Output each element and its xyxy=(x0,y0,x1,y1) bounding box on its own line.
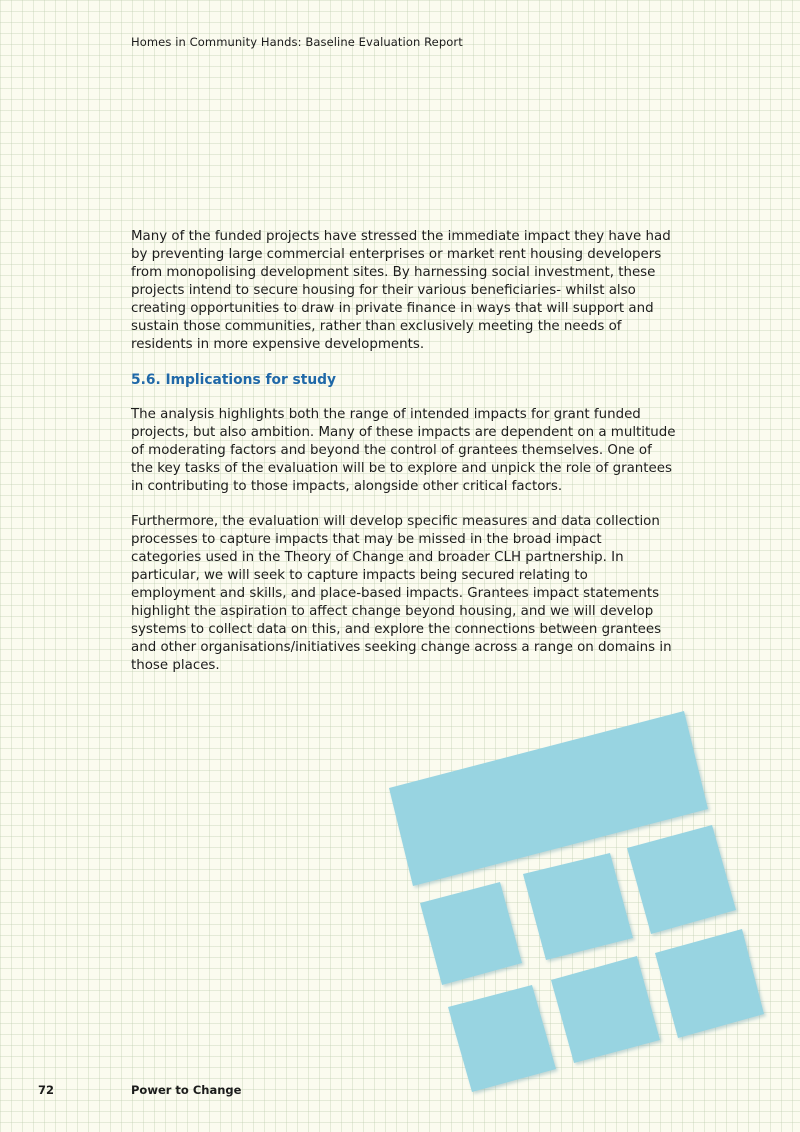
graphic-tile-2 xyxy=(523,853,633,960)
graphic-tile-3 xyxy=(627,825,736,934)
graphic-tile-1 xyxy=(420,882,522,985)
footer-brand: Power to Change xyxy=(131,1083,242,1097)
body-paragraph-1: Many of the funded projects have stressed the immediate impact they have had by preventing large commercial enterprises or market rent housing developers from monopolising development sites. By harnessing social investment, these projects intend to secure housing for their various beneficiaries- whilst also creating opportunities to draw in private finance in ways that will support and sustain those communities, rather than exclusively meeting the needs of residents in more expensive developments. xyxy=(131,229,671,352)
body-paragraph-3: Furthermore, the evaluation will develop specific measures and data collection processes to capture impacts that may be missed in the broad impact categories used in the Theory of Change and broader CLH partnership. In particular, we will seek to capture impacts being secured relating to employment and skills, and place-based impacts. Grantees impact statements highlight the aspiration to affect change beyond housing, and we will develop systems to collect data on this, and explore the connections between grantees and other organisations/initiatives seeking change across a range on domains in those places. xyxy=(131,514,672,673)
body-paragraph-2: The analysis highlights both the range of intended impacts for grant funded projects, but also ambition. Many of these impacts are dependent on a multitude of moderating factors and beyond the control of grantees themselves. One of the key tasks of the evaluation will be to explore and unpick the role of grantees in contributing to those impacts, alongside other critical factors. xyxy=(131,407,676,494)
section-heading: 5.6. Implications for study xyxy=(131,372,337,388)
page-number: 72 xyxy=(38,1083,55,1097)
graphic-tile-5 xyxy=(551,956,660,1063)
running-header: Homes in Community Hands: Baseline Evaluation Report xyxy=(131,35,463,49)
graphic-tile-6 xyxy=(655,929,764,1038)
graphic-tile-4 xyxy=(448,985,556,1092)
